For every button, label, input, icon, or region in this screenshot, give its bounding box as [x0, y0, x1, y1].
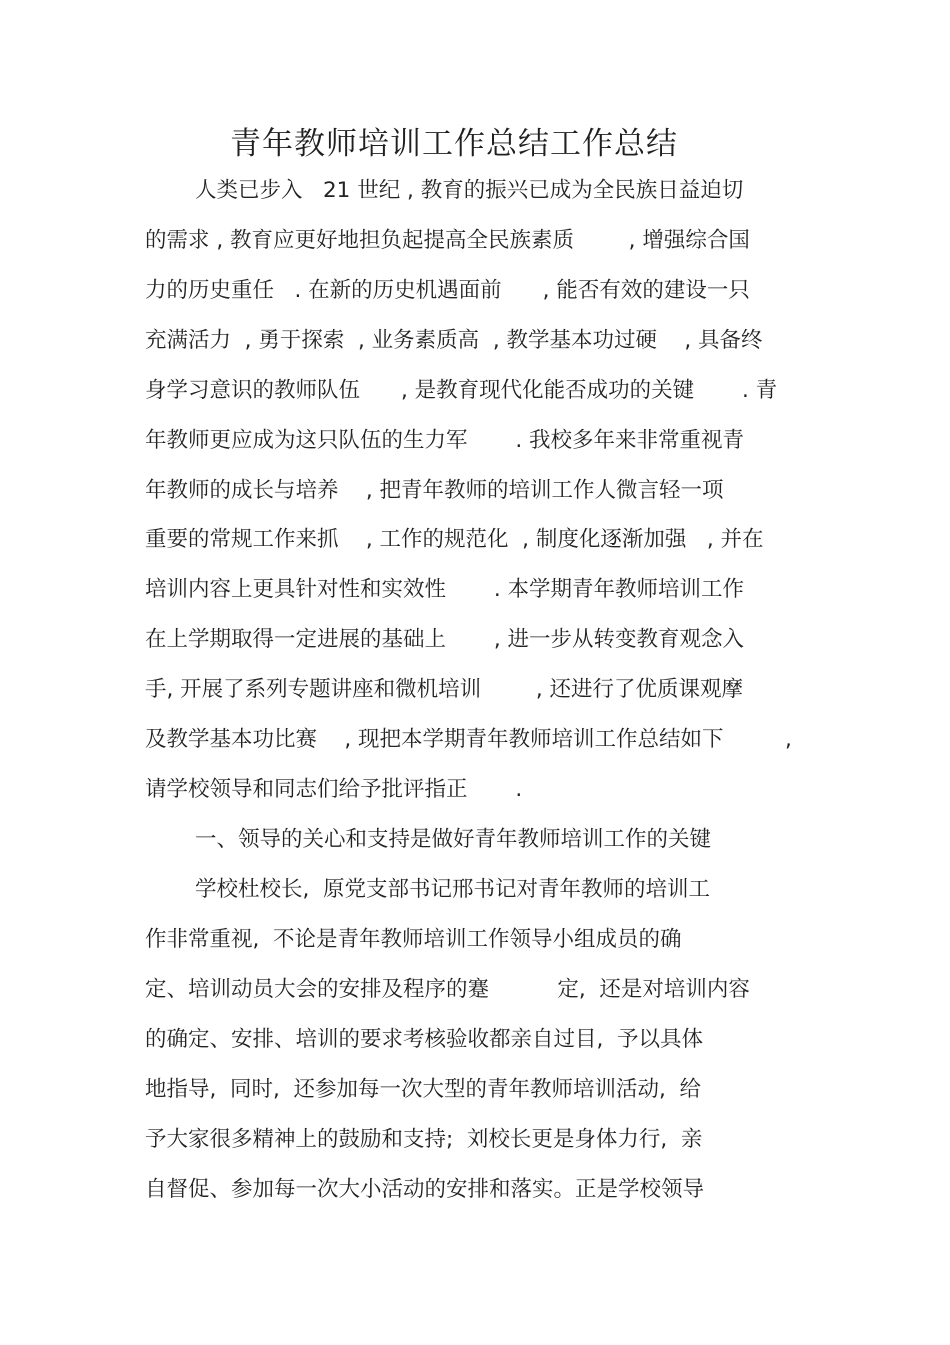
paragraph-line: 请学校领导和同志们给予批评指正 . — [145, 777, 523, 802]
paragraph-line: 人类已步入 21 世纪 , 教育的振兴已成为全民族日益迫切 — [195, 178, 744, 203]
paragraph-line: 培训内容上更具针对性和实效性 . 本学期青年教师培训工作 — [145, 577, 745, 602]
paragraph-line: 的确定、安排、培训的要求考核验收都亲自过目, 予以具体 — [145, 1027, 704, 1052]
paragraph-line: 予大家很多精神上的鼓励和支持; 刘校长更是身体力行, 亲 — [145, 1127, 703, 1152]
paragraph-line: 定、培训动员大会的安排及程序的蹇 定, 还是对培训内容 — [145, 977, 750, 1002]
paragraph-line: 手, 开展了系列专题讲座和微机培训 , 还进行了优质课观摩 — [145, 677, 744, 702]
paragraph-line: 地指导, 同时, 还参加每一次大型的青年教师培训活动, 给 — [145, 1077, 702, 1102]
paragraph-line: 年教师的成长与培养 , 把青年教师的培训工作人微言轻一项 — [145, 478, 724, 503]
paragraph-line: 充满活力 , 勇于探索 , 业务素质高 , 教学基本功过硬 , 具备终 — [145, 328, 763, 353]
paragraph-line: 学校杜校长, 原党支部书记邢书记对青年教师的培训工 — [195, 877, 711, 902]
paragraph-line: 在上学期取得一定进展的基础上 , 进一步从转变教育观念入 — [145, 627, 745, 652]
paragraph-line: 年教师更应成为这只队伍的生力军 . 我校多年来非常重视青 — [145, 428, 745, 453]
paragraph-line: 及教学基本功比赛 , 现把本学期青年教师培训工作总结如下 , — [145, 727, 792, 752]
paragraph-line: 身学习意识的教师队伍 , 是教育现代化能否成功的关键 . 青 — [145, 378, 778, 403]
paragraph-line: 重要的常规工作来抓 , 工作的规范化 , 制度化逐渐加强 , 并在 — [145, 527, 764, 552]
paragraph-line: 自督促、参加每一次大小活动的安排和落实。正是学校领导 — [145, 1177, 705, 1202]
section-heading: 一、领导的关心和支持是做好青年教师培训工作的关键 — [195, 827, 712, 852]
paragraph-line: 力的历史重任 . 在新的历史机遇面前 , 能否有效的建设一只 — [145, 278, 750, 303]
paragraph-line: 作非常重视, 不论是青年教师培训工作领导小组成员的确 — [145, 927, 682, 952]
paragraph-line: 的需求 , 教育应更好地担负起提高全民族素质 , 增强综合国 — [145, 228, 750, 253]
document-title: 青年教师培训工作总结工作总结 — [230, 126, 678, 162]
